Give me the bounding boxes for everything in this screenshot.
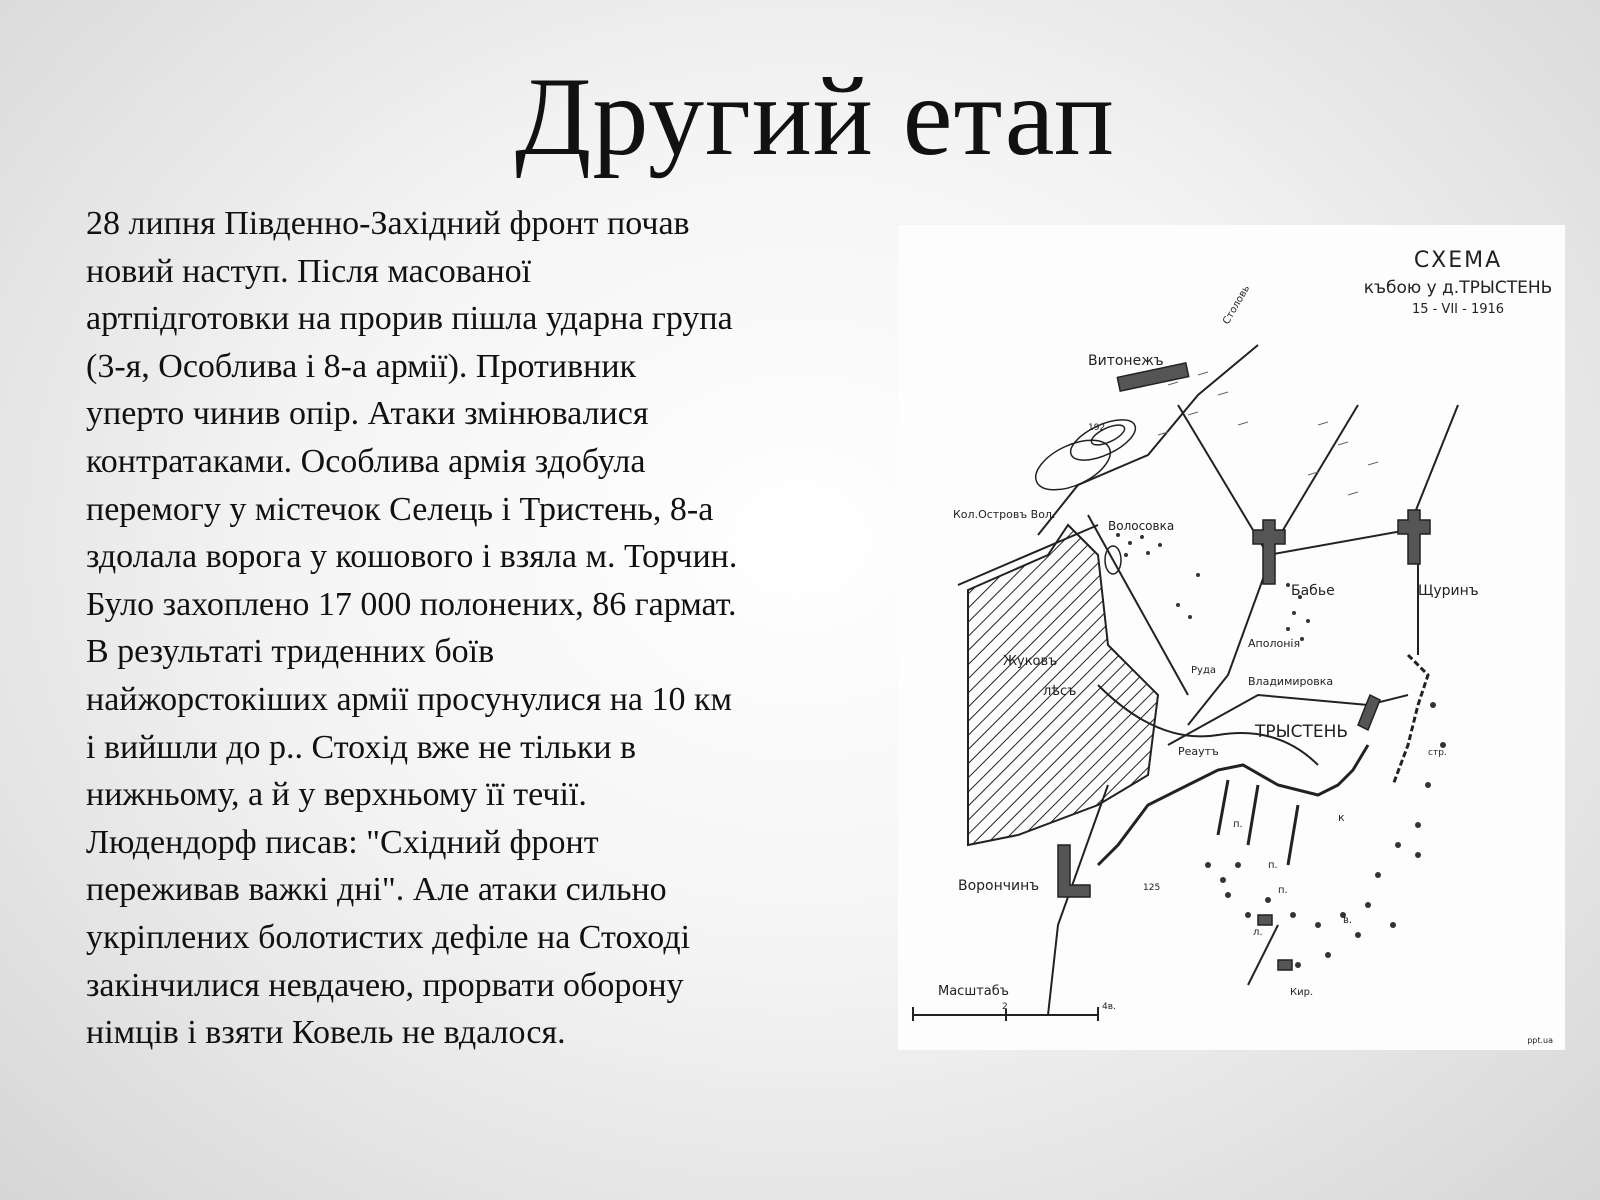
label-kol-ostrov: Кол.Островъ Вол. (953, 508, 1056, 521)
map-heading: СХЕМА (1413, 248, 1503, 273)
body-line: перемогу у містечок Селець і Тристень, 8-а (86, 490, 714, 528)
label-babye: Бабье (1291, 583, 1335, 599)
label-les: лѣсъ (1043, 684, 1077, 699)
body-line: і вийшли до р.. Стохід вже не тільки в (86, 728, 637, 766)
mark-str: стр. (1428, 748, 1447, 758)
body-line: укріплених болотистих дефіле на Стоході (86, 918, 691, 956)
label-vitonezh: Витонежъ (1088, 353, 1164, 369)
mark-p1: п. (1233, 819, 1243, 830)
body-line: німців і взяти Ковель не вдалося. (86, 1014, 566, 1052)
scale-label: Масштабъ (938, 984, 1009, 999)
label-ruda: Руда (1191, 665, 1216, 676)
body-line: нижньому, а й у верхньому її течії. (86, 776, 587, 814)
label-trysten: ТРЫСТЕНЬ (1255, 722, 1349, 742)
body-line: переживав важкі дні". Але атаки сильно (86, 871, 667, 909)
mark-p2: п. (1278, 885, 1288, 896)
body-line: уперто чинив опір. Атаки змінювалися (86, 395, 649, 433)
label-voronchin: Ворончинъ (958, 878, 1040, 894)
label-road: Столовь (1221, 283, 1253, 327)
mark-k: к (1338, 811, 1345, 824)
height-125: 125 (1143, 883, 1161, 893)
watermark: ppt.ua (1527, 1036, 1553, 1045)
label-zhukov: Жуковъ (1003, 654, 1058, 669)
label-kir: Кир. (1290, 987, 1314, 998)
slide-title: Другий етап (515, 55, 1115, 179)
height-192: 192 (1088, 423, 1106, 433)
body-line: артпідготовки на прорив пішла ударна група (86, 300, 733, 338)
body-line: Людендорф писав: "Східний фронт (86, 823, 599, 861)
body-line: В результаті триденних боїв (86, 633, 495, 671)
body-line: 28 липня Південно-Західний фронт почав (86, 205, 690, 242)
body-line: контратаками. Особлива армія здобула (86, 442, 646, 480)
battle-map-drawing (898, 225, 1565, 1050)
label-reauty: Реаутъ (1178, 745, 1219, 758)
label-apolonia: Аполонія (1248, 637, 1301, 650)
body-line: здолала ворога у кошового і взяла м. Торчин. (86, 538, 738, 576)
label-shchurin: Щуринъ (1418, 583, 1479, 599)
map-subheading: къбою у д.ТРЫСТЕНЬ (1363, 278, 1553, 298)
body-line: найжорстокіших армії просунулися на 10 км (86, 680, 733, 718)
body-text (86, 200, 856, 1057)
body-line: (3-я, Особлива і 8-а армії). Противник (86, 347, 637, 385)
map-date: 15 - VII - 1916 (1411, 302, 1505, 317)
mark-l: л. (1253, 927, 1263, 938)
scale-end: 4в. (1102, 1002, 1116, 1012)
body-line: новий наступ. Після масованої (86, 252, 532, 290)
battle-map (898, 225, 1565, 1050)
label-vladimirovka: Владимировка (1248, 675, 1334, 688)
scale-mid: 2 (1002, 1002, 1008, 1012)
label-volosovka: Волосовка (1108, 519, 1175, 533)
body-line: закінчилися невдачею, прорвати оборону (86, 966, 684, 1004)
mark-v: в. (1343, 915, 1353, 926)
mark-p3: п. (1268, 860, 1278, 871)
body-line: Було захоплено 17 000 полонених, 86 гармат. (86, 585, 737, 623)
